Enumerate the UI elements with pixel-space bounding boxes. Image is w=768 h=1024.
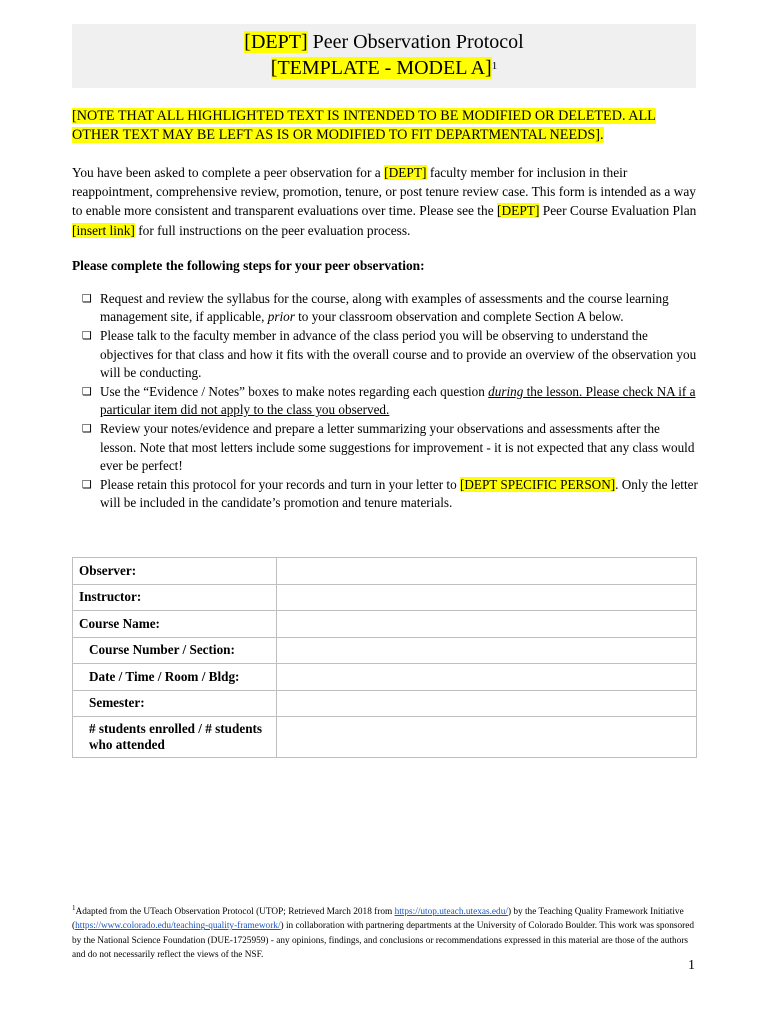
steps-heading: Please complete the following steps for your peer observation:	[72, 258, 425, 273]
step-text: Use the “Evidence / Notes” boxes to make notes regarding each question	[100, 384, 489, 400]
intro-text-1: You have been asked to complete a peer observation for a	[72, 165, 385, 180]
checklist-item	[82, 383, 698, 419]
semester-field[interactable]	[277, 690, 697, 717]
step-text: Review your notes/evidence and prepare a letter summarizing your observations and assessments after the lesson. Note that most letters include some suggestions for improvement - it is not expected that any class would ever be perfect!	[100, 421, 695, 473]
dept-person-placeholder[interactable]: [DEPT SPECIFIC PERSON]	[460, 477, 616, 493]
table-row	[73, 584, 697, 611]
footnote-text-3: ) in collaboration with partnering departments at the University of Colorado Boulder. This work was sponsored by the National Science Foundation (DUE-1725959) - any opinions, findings, and conclusions or recommendations expressed in this material are those of the authors and do not necessarily reflect the views of the NSF.	[72, 921, 694, 960]
title-text: Peer Observation Protocol	[312, 31, 524, 53]
table-row	[73, 637, 697, 664]
semester-label: Semester:	[73, 690, 277, 717]
intro-paragraph	[72, 163, 698, 240]
course-number-field[interactable]	[277, 637, 697, 664]
instructor-label: Instructor:	[73, 584, 277, 611]
checkbox-icon[interactable]: ❑	[82, 385, 92, 399]
step-text: Please talk to the faculty member in advance of the class period you will be observing to understand the objectives for that class and how it fits with the overall course and to provide an overview of the observation you will be conducting.	[100, 328, 697, 380]
footnote	[72, 901, 696, 962]
checkbox-icon[interactable]: ❑	[82, 422, 92, 436]
checklist-item	[82, 290, 698, 326]
intro-text-4: for full instructions on the peer evaluation process.	[134, 222, 411, 238]
footnote-mark: 1	[72, 904, 76, 912]
step-text: Please retain this protocol for your records and turn in your letter to	[100, 477, 460, 493]
observer-label: Observer:	[73, 558, 277, 585]
footnote-text-2: ) by the Teaching Quality Framework Initiative (	[72, 907, 684, 932]
intro-text-2: faculty member for inclusion in their reappointment, comprehensive review, promotion, tenure, or post tenure review case. This form is intended as a way to enable more consistent and transparent evaluations over time. Please see the	[72, 165, 696, 219]
date-time-label: Date / Time / Room / Bldg:	[73, 664, 277, 691]
checkbox-icon[interactable]: ❑	[82, 329, 92, 343]
utop-link[interactable]: https://utop.uteach.utexas.edu/	[394, 907, 508, 918]
course-name-label: Course Name:	[73, 611, 277, 638]
note-text: [NOTE THAT ALL HIGHLIGHTED TEXT IS INTENDED TO BE MODIFIED OR DELETED. ALL OTHER TEXT MAY BE LEFT AS IS OR MODIFIED TO FIT DEPARTMENTAL NEEDS].	[72, 108, 656, 143]
step-emphasis: prior	[267, 309, 295, 325]
template-placeholder[interactable]: [TEMPLATE - MODEL A]	[270, 57, 492, 79]
dept-placeholder-intro[interactable]: [DEPT]	[384, 165, 427, 180]
table-row	[73, 611, 697, 638]
highlight-note[interactable]	[72, 107, 698, 145]
instructor-field[interactable]	[277, 584, 697, 611]
step-emphasis: during	[488, 384, 524, 400]
checklist-item	[82, 327, 698, 382]
checklist-item	[82, 476, 698, 512]
insert-link-placeholder[interactable]: [insert link]	[72, 222, 135, 238]
footnote-reference[interactable]: 1	[491, 60, 498, 72]
table-row	[73, 690, 697, 717]
date-time-field[interactable]	[277, 664, 697, 691]
observer-field[interactable]	[277, 558, 697, 585]
step-text: to your classroom observation and complete Section A below.	[294, 309, 624, 325]
dept-placeholder[interactable]: [DEPT]	[244, 31, 308, 53]
students-label: # students enrolled / # students who attended	[73, 717, 277, 758]
step-text-underlined: the lesson. Please check NA if a particular item did not apply to the class you observed.	[100, 384, 696, 418]
page-title	[72, 29, 696, 55]
intro-text-3: Peer Course Evaluation Plan	[539, 203, 697, 219]
template-label	[72, 55, 696, 81]
course-number-label: Course Number / Section:	[73, 637, 277, 664]
footnote-text-1: Adapted from the UTeach Observation Protocol (UTOP; Retrieved March 2018 from	[75, 907, 395, 918]
title-band	[72, 24, 696, 88]
checkbox-icon[interactable]: ❑	[82, 292, 92, 305]
table-row	[73, 717, 697, 758]
table-row	[73, 664, 697, 691]
observation-info-table	[72, 557, 697, 758]
table-row	[73, 558, 697, 585]
tqf-link[interactable]: https://www.colorado.edu/teaching-quality-framework/	[75, 921, 281, 932]
checkbox-icon[interactable]: ❑	[82, 478, 92, 492]
checklist-item	[82, 420, 698, 475]
step-text: Request and review the syllabus for the course, along with examples of assessments and the course learning management site, if applicable,	[100, 291, 669, 325]
dept-placeholder-plan[interactable]: [DEPT]	[497, 203, 540, 219]
steps-checklist	[82, 290, 698, 513]
students-field[interactable]	[277, 717, 697, 758]
step-text: . Only the letter will be included in the candidate’s promotion and tenure materials.	[100, 477, 698, 511]
page-number: 1	[688, 958, 695, 973]
course-name-field[interactable]	[277, 611, 697, 638]
